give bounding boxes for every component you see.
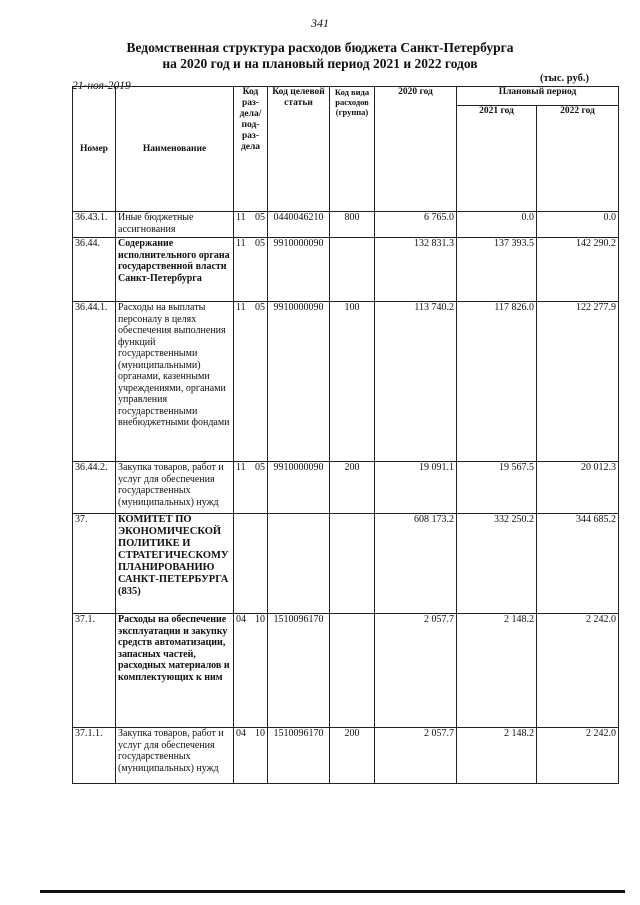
row-target-code: 1510096170 bbox=[268, 614, 330, 728]
table-row bbox=[73, 514, 619, 614]
row-target-code: 9910000090 bbox=[268, 238, 330, 302]
row-expense-type bbox=[330, 614, 375, 728]
row-amount-2022: 344 685.2 bbox=[537, 514, 619, 614]
row-section bbox=[234, 514, 250, 614]
row-amount-2021: 0.0 bbox=[457, 212, 537, 238]
row-section: 11 bbox=[234, 212, 250, 238]
title-line-1: Ведомственная структура расходов бюджета Санкт-Петербурга bbox=[126, 40, 514, 55]
row-name: Расходы на обеспечение эксплуатации и закупку средств автоматизации, запасных частей, расходных материалов и комплектующих к ним bbox=[116, 614, 234, 728]
row-amount-2020: 2 057.7 bbox=[375, 728, 457, 784]
header-name: Наименование bbox=[116, 87, 234, 212]
header-section-code: Код раз-дела/ под-раз-дела bbox=[234, 87, 268, 212]
row-target-code: 9910000090 bbox=[268, 462, 330, 514]
row-amount-2021: 117 826.0 bbox=[457, 302, 537, 462]
row-subsection: 05 bbox=[250, 212, 268, 238]
row-target-code: 9910000090 bbox=[268, 302, 330, 462]
row-number: 37. bbox=[73, 514, 116, 614]
row-section: 04 bbox=[234, 614, 250, 728]
row-number: 36.44.2. bbox=[73, 462, 116, 514]
row-amount-2022: 2 242.0 bbox=[537, 614, 619, 728]
row-number: 36.43.1. bbox=[73, 212, 116, 238]
row-subsection bbox=[250, 514, 268, 614]
row-amount-2022: 2 242.0 bbox=[537, 728, 619, 784]
header-target-code: Код целевой статьи bbox=[268, 87, 330, 212]
row-number: 37.1.1. bbox=[73, 728, 116, 784]
row-expense-type bbox=[330, 238, 375, 302]
row-expense-type: 800 bbox=[330, 212, 375, 238]
table-row bbox=[73, 212, 619, 238]
table-row bbox=[73, 462, 619, 514]
row-subsection: 10 bbox=[250, 728, 268, 784]
row-amount-2020: 19 091.1 bbox=[375, 462, 457, 514]
row-expense-type: 200 bbox=[330, 728, 375, 784]
table-row bbox=[73, 614, 619, 728]
row-amount-2021: 2 148.2 bbox=[457, 614, 537, 728]
header-number: Номер bbox=[73, 87, 116, 212]
header-year-2022: 2022 год bbox=[537, 106, 619, 212]
budget-table bbox=[72, 86, 619, 784]
row-target-code: 0440046210 bbox=[268, 212, 330, 238]
row-amount-2021: 332 250.2 bbox=[457, 514, 537, 614]
row-name: Закупка товаров, работ и услуг для обеспечения государственных (муниципальных) нужд bbox=[116, 462, 234, 514]
row-section: 11 bbox=[234, 302, 250, 462]
units-label: (тыс. руб.) bbox=[540, 73, 589, 84]
row-expense-type bbox=[330, 514, 375, 614]
row-subsection: 10 bbox=[250, 614, 268, 728]
table-row bbox=[73, 728, 619, 784]
row-name: Содержание исполнительного органа государственной власти Санкт-Петербурга bbox=[116, 238, 234, 302]
row-amount-2021: 137 393.5 bbox=[457, 238, 537, 302]
title-line-2: на 2020 год и на плановый период 2021 и 2022 годов bbox=[162, 56, 478, 71]
header-planned-period: Плановый период bbox=[457, 87, 619, 106]
row-amount-2021: 19 567.5 bbox=[457, 462, 537, 514]
page-number: 341 bbox=[311, 16, 329, 30]
table-row bbox=[73, 238, 619, 302]
row-amount-2022: 0.0 bbox=[537, 212, 619, 238]
row-name: Закупка товаров, работ и услуг для обеспечения государственных (муниципальных) нужд bbox=[116, 728, 234, 784]
header-year-2021: 2021 год bbox=[457, 106, 537, 212]
row-section: 11 bbox=[234, 462, 250, 514]
row-amount-2022: 142 290.2 bbox=[537, 238, 619, 302]
header-expense-type: Код вида расходов (группа) bbox=[330, 87, 375, 212]
row-target-code: 1510096170 bbox=[268, 728, 330, 784]
row-amount-2020: 113 740.2 bbox=[375, 302, 457, 462]
row-amount-2022: 122 277.9 bbox=[537, 302, 619, 462]
row-amount-2021: 2 148.2 bbox=[457, 728, 537, 784]
row-name: Иные бюджетные ассигнования bbox=[116, 212, 234, 238]
row-number: 36.44.1. bbox=[73, 302, 116, 462]
row-name: КОМИТЕТ ПО ЭКОНОМИЧЕСКОЙ ПОЛИТИКЕ И СТРАТЕГИЧЕСКОМУ ПЛАНИРОВАНИЮ САНКТ-ПЕТЕРБУРГА (835) bbox=[116, 514, 234, 614]
row-amount-2022: 20 012.3 bbox=[537, 462, 619, 514]
row-subsection: 05 bbox=[250, 238, 268, 302]
document-date: 21-ноя-2019 bbox=[72, 80, 131, 92]
row-subsection: 05 bbox=[250, 302, 268, 462]
row-section: 04 bbox=[234, 728, 250, 784]
row-section: 11 bbox=[234, 238, 250, 302]
row-amount-2020: 6 765.0 bbox=[375, 212, 457, 238]
document-title bbox=[0, 40, 640, 72]
row-expense-type: 200 bbox=[330, 462, 375, 514]
row-target-code bbox=[268, 514, 330, 614]
table-row bbox=[73, 302, 619, 462]
header-year-2020: 2020 год bbox=[375, 87, 457, 212]
row-name: Расходы на выплаты персоналу в целях обеспечения выполнения функций государственными (муниципальными) органами, казенными учреждениями, органами управления государственными внебюджетными фондами bbox=[116, 302, 234, 462]
row-number: 36.44. bbox=[73, 238, 116, 302]
row-number: 37.1. bbox=[73, 614, 116, 728]
row-amount-2020: 132 831.3 bbox=[375, 238, 457, 302]
row-amount-2020: 608 173.2 bbox=[375, 514, 457, 614]
row-subsection: 05 bbox=[250, 462, 268, 514]
bottom-rule bbox=[40, 890, 625, 893]
row-amount-2020: 2 057.7 bbox=[375, 614, 457, 728]
row-expense-type: 100 bbox=[330, 302, 375, 462]
